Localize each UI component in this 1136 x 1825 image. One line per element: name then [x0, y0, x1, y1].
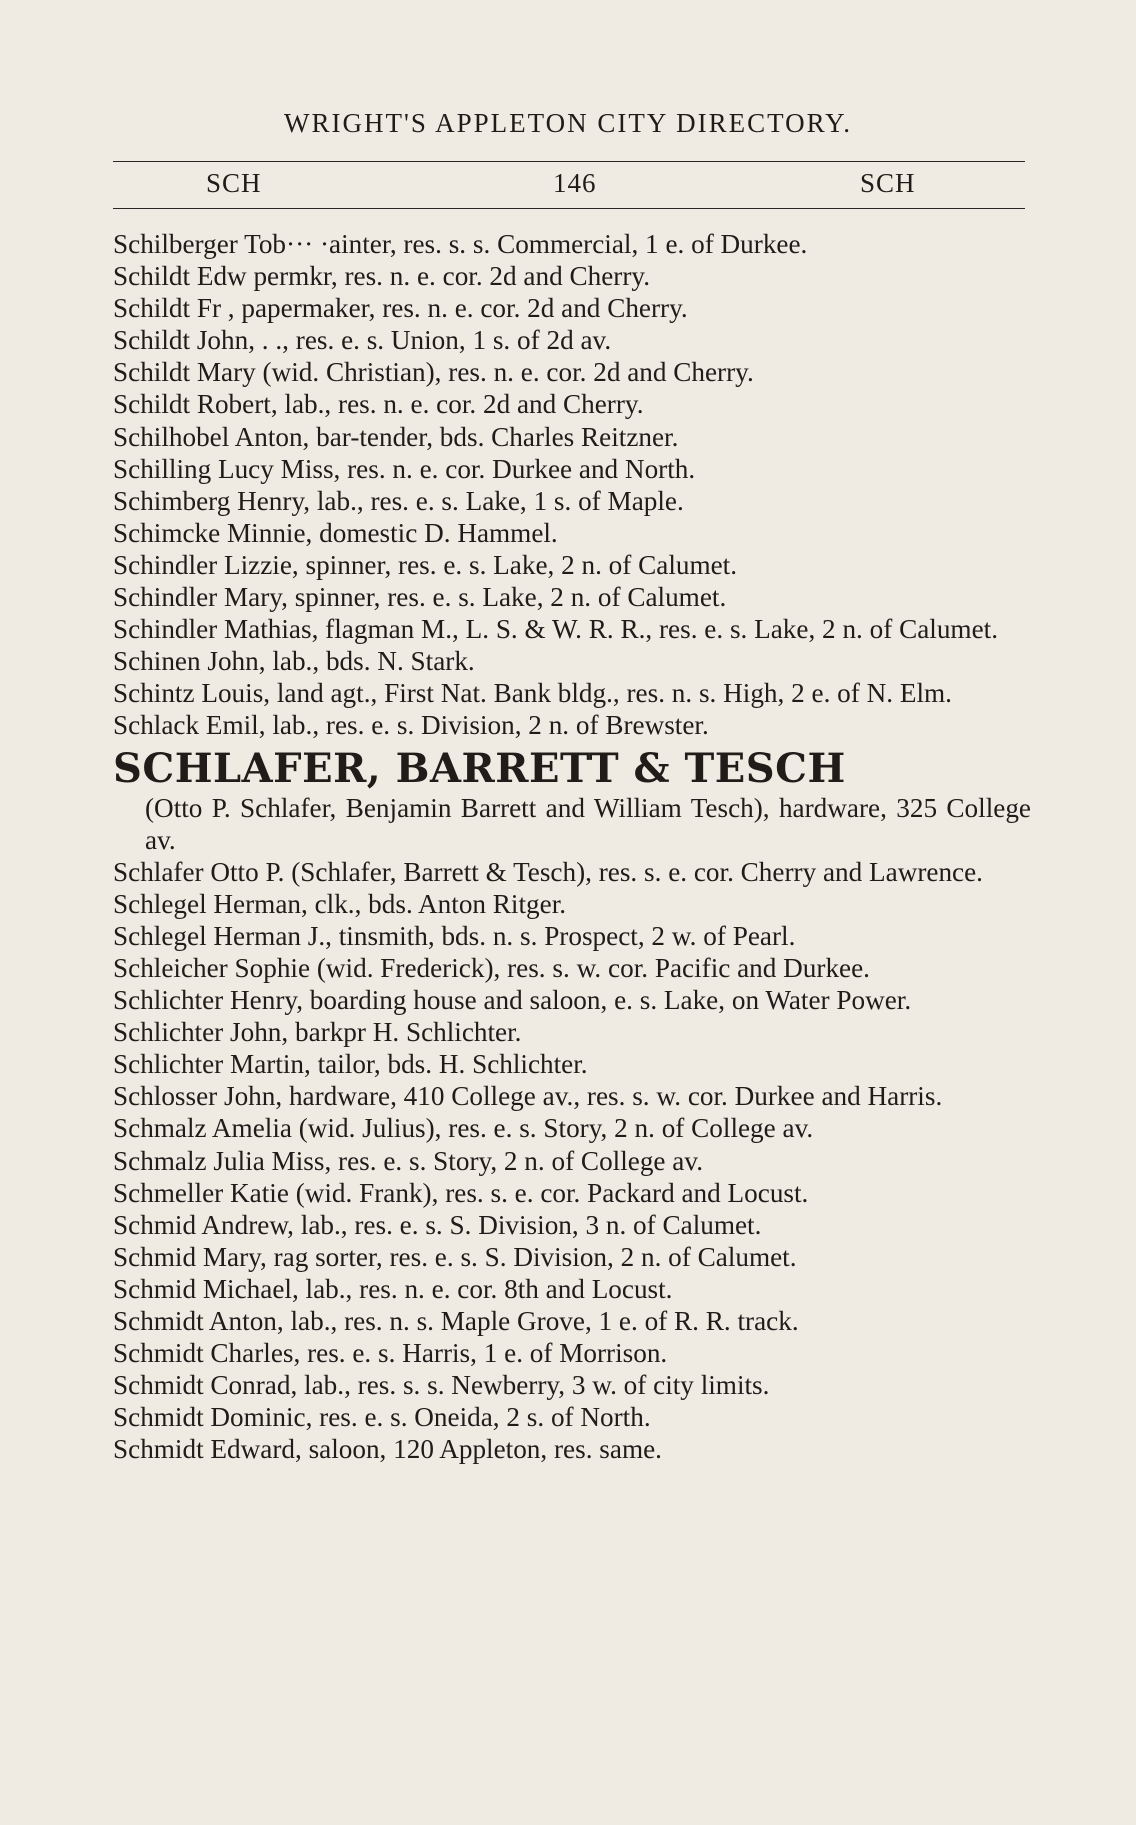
running-title: WRIGHT'S APPLETON CITY DIRECTORY. — [284, 108, 852, 138]
list-item: Schmid Michael, lab., res. n. e. cor. 8th and Locust. — [113, 1273, 673, 1304]
list-item: Schindler Mathias, flagman M., L. S. & W. R. R., res. e. s. Lake, 2 n. of Calumet. — [113, 614, 998, 645]
list-item: Schimberg Henry, lab., res. e. s. Lake, 1 s. of Maple. — [113, 485, 684, 516]
directory-entries — [113, 228, 1031, 1465]
header-left-guide: SCH — [206, 168, 262, 198]
list-item: Schlegel Herman J., tinsmith, bds. n. s. Prospect, 2 w. of Pearl. — [113, 920, 796, 951]
list-item: Schlafer Otto P. (Schlafer, Barrett & Tesch), res. s. e. cor. Cherry and Lawrence. — [113, 856, 983, 887]
list-item: Schindler Mary, spinner, res. e. s. Lake, 2 n. of Calumet. — [113, 582, 727, 613]
list-item: Schinen John, lab., bds. N. Stark. — [113, 646, 475, 677]
list-item: Schmidt Edward, saloon, 120 Appleton, res. same. — [113, 1434, 662, 1465]
list-item: Schmalz Julia Miss, res. e. s. Story, 2 n. of College av. — [113, 1145, 703, 1176]
header-rule-top — [113, 161, 1025, 162]
list-item: Schlichter Henry, boarding house and saloon, e. s. Lake, on Water Power. — [113, 985, 912, 1016]
header-right-guide: SCH — [860, 168, 916, 198]
list-item: Schildt Fr , papermaker, res. n. e. cor. 2d and Cherry. — [113, 293, 688, 324]
list-item: Schlichter John, barkpr H. Schlichter. — [113, 1017, 522, 1048]
header-rule-bottom — [113, 208, 1025, 209]
list-item: Schmid Andrew, lab., res. e. s. S. Division, 3 n. of Calumet. — [113, 1209, 762, 1240]
list-item: Schilhobel Anton, bar-tender, bds. Charles Reitzner. — [113, 421, 679, 452]
list-item: Schindler Lizzie, spinner, res. e. s. Lake, 2 n. of Calumet. — [113, 549, 738, 580]
list-item: Schildt John, . ., res. e. s. Union, 1 s. of 2d av. — [113, 325, 612, 356]
list-item: Schmid Mary, rag sorter, res. e. s. S. Division, 2 n. of Calumet. — [113, 1241, 797, 1272]
list-item: Schmidt Anton, lab., res. n. s. Maple Grove, 1 e. of R. R. track. — [113, 1306, 799, 1336]
list-item: Schmalz Amelia (wid. Julius), res. e. s. Story, 2 n. of College av. — [113, 1113, 814, 1144]
list-item: Schilling Lucy Miss, res. n. e. cor. Durkee and North. — [113, 453, 696, 484]
list-item: Schmidt Dominic, res. e. s. Oneida, 2 s. of North. — [113, 1402, 651, 1433]
list-item: Schmidt Charles, res. e. s. Harris, 1 e. of Morrison. — [113, 1338, 668, 1369]
list-item: Schlack Emil, lab., res. e. s. Division, 2 n. of Brewster. — [113, 710, 709, 741]
page-number: 146 — [553, 168, 597, 198]
list-item: Schimcke Minnie, domestic D. Hammel. — [113, 517, 558, 548]
list-item: Schlegel Herman, clk., bds. Anton Ritger. — [113, 888, 567, 919]
list-item: Schildt Mary (wid. Christian), res. n. e. cor. 2d and Cherry. — [113, 357, 754, 388]
firm-description: (Otto P. Schlafer, Benjamin Barrett and William Tesch), hardware, 325 College av. — [145, 792, 1031, 855]
firm-heading: SCHLAFER, BARRETT & TESCH — [113, 744, 846, 792]
list-item: Schlichter Martin, tailor, bds. H. Schlichter. — [113, 1049, 588, 1080]
list-item: Schintz Louis, land agt., First Nat. Bank bldg., res. n. s. High, 2 e. of N. Elm. — [113, 678, 952, 709]
list-item: Schlosser John, hardware, 410 College av., res. s. w. cor. Durkee and Harris. — [113, 1081, 943, 1112]
list-item: Schmeller Katie (wid. Frank), res. s. e. cor. Packard and Locust. — [113, 1177, 809, 1208]
list-item: Schilberger Tob··· ·ainter, res. s. s. Commercial, 1 e. of Durkee. — [113, 229, 808, 259]
page-header-row — [113, 168, 1025, 204]
list-item: Schildt Edw permkr, res. n. e. cor. 2d and Cherry. — [113, 261, 650, 292]
list-item: Schleicher Sophie (wid. Frederick), res. s. w. cor. Pacific and Durkee. — [113, 952, 870, 983]
list-item: Schmidt Conrad, lab., res. s. s. Newberry, 3 w. of city limits. — [113, 1370, 770, 1401]
list-item: Schildt Robert, lab., res. n. e. cor. 2d and Cherry. — [113, 389, 644, 420]
